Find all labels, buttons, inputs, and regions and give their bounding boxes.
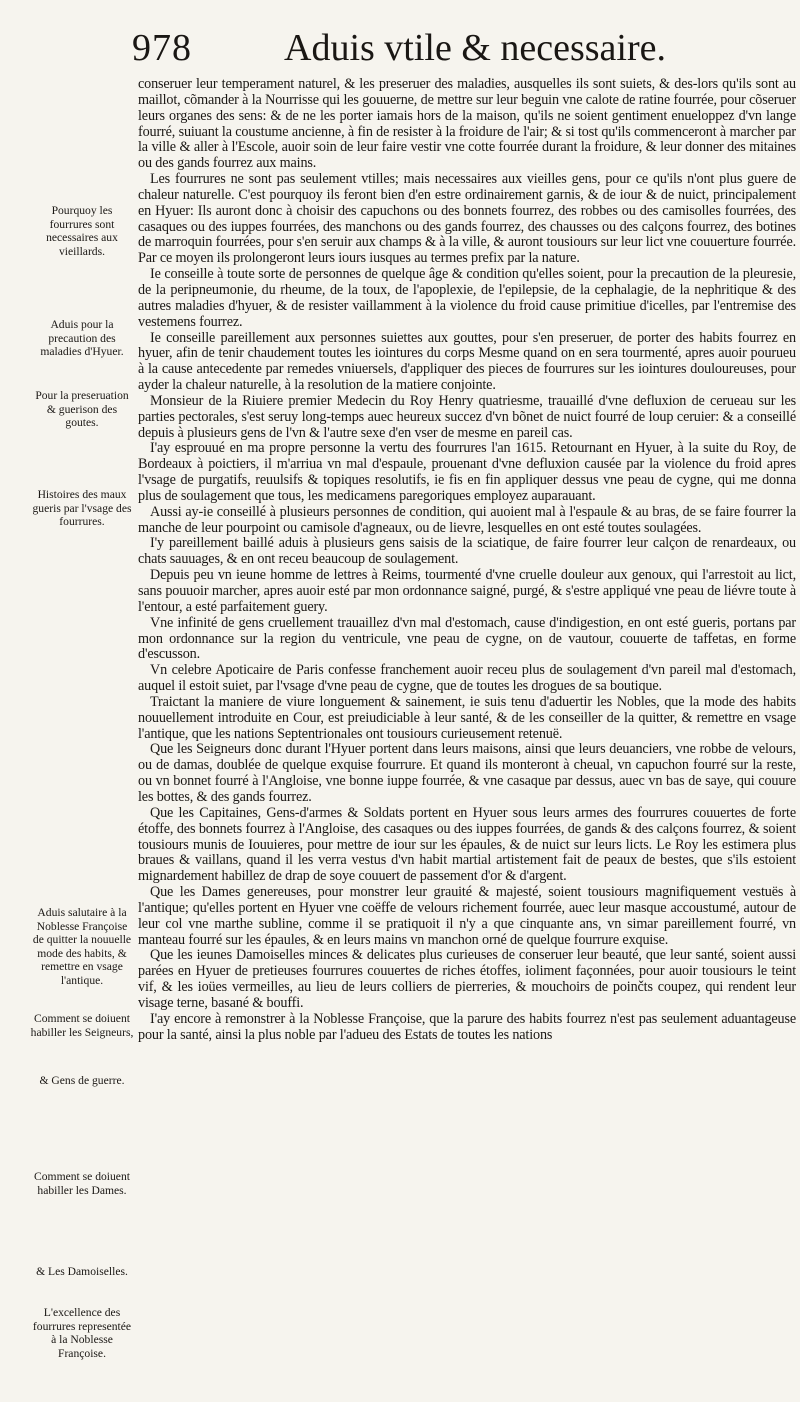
- paragraph: Ie conseille à toute sorte de personnes de quelque âge & condition qu'elles soient, pour la precaution de la pleuresie, de la peripneumonie, du rheume, de la toux, de l'apoplexie, de l'epilepsie, de la cephalagie, de la nephritique & des autres maladies d'hyuer, & de resister vaillamment à la violence du froid cause primitiue d'icelles, par l'entremise des vestemens fourrez.: [138, 266, 796, 330]
- paragraph: Que les ieunes Damoiselles minces & delicates plus curieuses de conseruer leur beauté, que leur santé, soient aussi parées en Hyuer de pretieuses fourrures couuertes de riches étoffes, ioliment façonnées, pour auoir tousiours le teint vif, & les ioües vermeilles, au lieu de leurs colliers de pierreries, & mouchoirs de poinčts coupez, qui rendent leur visage terne, basané & bouffi.: [138, 947, 796, 1011]
- margin-note: Pourquoy les fourrures sont necessaires aux vieillards.: [46, 204, 118, 258]
- paragraph: Traictant la maniere de viure longuement & sainement, ie suis tenu d'aduertir les Nobles, que la mode des habits nouuellement introduite en Cour, est preiudiciable à leur santé, & de les conseiller de la quitter, & remettre en vsage l'antique, que les nations Septentrionales ont tousiours curieusement retenuë.: [138, 693, 796, 742]
- paragraph: I'ay encore à remonstrer à la Noblesse Françoise, que la parure des habits fourrez n'est pas seulement aduantageuse pour la santé, ainsi la plus noble par l'adueu des Estats de toutes les nations: [138, 1010, 796, 1043]
- paragraph: Les fourrures ne sont pas seulement vtilles; mais necessaires aux vieilles gens, pour ce qu'ils n'ont plus guere de chaleur naturelle. C'est pourquoy ils feront bien d'en estre ordinairement garnis, & de iour & de nuict, principalement en Hyuer: Ils auront donc à choisir des capuchons ou des bonnets fourrez, des robbes ou des camisolles fourrées, des casaques ou des iuppes fourrées, des manchons ou des gands fourrez, des chausses ou des calçons fourrez, des botines de marroquin fourrées, pour s'en seruir aux champs & à la ville, & auront tousiours sur leur lict vne couuerture fourrée. Par ce moyen ils prolongeront leurs iours iusques au termes prefix par la nature.: [138, 171, 796, 267]
- paragraph: Aussi ay-ie conseillé à plusieurs personnes de condition, qui auoient mal à l'espaule & au bras, de se faire fourrer la manche de leur pourpoint ou camisole d'agneaux, ou de lievre, lesquelles en ont esté toutes soulagées.: [138, 503, 796, 536]
- margin-note: Pour la preseruation & guerison des goutes.: [35, 389, 129, 430]
- paragraph: I'ay esprouué en ma propre personne la vertu des fourrures l'an 1615. Retournant en Hyuer, à la suite du Roy, de Bordeaux à poictiers, il m'arriua vn mal d'espaule, prouenant d'vne defluxion causée par la violence du froid apres l'vsage de purgatifs, reuulsifs & topiques resolutifs, ie fis en fin appliquer dessus vne peau de cygne, qui me donna plus de soulagement que tous, les medicamens paregoriques employez auparauant.: [138, 440, 796, 504]
- paragraph: Monsieur de la Riuiere premier Medecin du Roy Henry quatriesme, trauaillé d'vne defluxion de cerueau sur les parties pectorales, s'est seruy long-temps auec heureux succez d'vn bõnet de nuict fourré de loup ceruier: & a conseillé depuis à plusieurs gens de l'vn & l'autre sexe d'en vser de mesme en pareil cas.: [138, 392, 796, 441]
- margin-note: L'excellence des fourrures representée à la Noblesse Françoise.: [32, 1306, 132, 1360]
- paragraph: Que les Seigneurs donc durant l'Hyuer portent dans leurs maisons, ainsi que leurs deuanciers, vne robbe de velours, ou de damas, doublée de quelque exquise fourrure. Et quand ils monteront à cheual, vn capuchon fourré sur la reste, ou vn bonnet fourré à l'Angloise, vne bonne iuppe fourrée, & vne casaque par dessus, auec vn bas de saye, qui couure les bottes, & des gands fourrez.: [138, 741, 796, 805]
- paragraph: Que les Dames genereuses, pour monstrer leur grauité & majesté, soient tousiours magnifiquement vestuës à l'antique; qu'elles portent en Hyuer vne coëffe de velours richement fourrée, auec leur masque accoustumé, autour de leur col vne marthe subline, comme il se pratiquoit il n'y a que cinquante ans, vn simar pareillement fourré, vn manteau fourré sur les épaules, & en leurs mains vn manchon orné de quelque fourrure exquise.: [138, 884, 796, 948]
- paragraph: Que les Capitaines, Gens-d'armes & Soldats portent en Hyuer sous leurs armes des fourrures couuertes de forte étoffe, des bonnets fourrez à l'Angloise, des casaques ou des iuppes fourrées, de gands & des calçons fourrez, & soient tousiours munis de Iouuieres, pour mettre de iour sur les épaules, & de nuict sur leurs licts. Le Roy les estimera plus braues & vaillans, quand il les verra vestus d'vn habit martial artistement fait de peaux de bestes, que s'ils estoient mignardement habillez de drap de soye couuert de passement d'or & d'argent.: [138, 804, 796, 885]
- paragraph: Ie conseille pareillement aux personnes suiettes aux gouttes, pour s'en preseruer, de porter des habits fourrez en hyuer, afin de tenir chaudement toutes les iointures du corps Mesme quand on en sera tourmenté, apres auoir pourueu à la cause antecedente par remedes vniuersels, d'appliquer des pieces de fourrures sur les iointures douloureuses, pour ayder la chaleur naturelle, à la resolution de la matiere conjointe.: [138, 329, 796, 394]
- margin-note: Comment se doiuent habiller les Seigneurs,: [30, 1012, 134, 1039]
- page-number: 978: [132, 27, 192, 69]
- margin-notes: [30, 0, 134, 1402]
- paragraph: conseruer leur temperament naturel, & les preseruer des maladies, ausquelles ils sont suiets, & des-lors qu'ils sont au maillot, cõmander à la Nourrisse qui les gouuerne, de mettre sur leur beguin vne calote de ratine fourrée, pour cõseruer leurs organes des sens: & de ne les porter iamais hors de la maison, qu'ils ne soient gentiment enueloppez d'vn lange fourré, suiuant la coustume ancienne, à fin de resister à la froidure de l'air; & si tost qu'ils commenceront à marcher par la ville & aller à l'Escole, auoir soin de leur faire vestir vne cotte fourrée durant la froidure, & leur donner des mitaines ou des gands fourrez aux mains.: [138, 77, 796, 172]
- margin-note: & Les Damoiselles.: [36, 1265, 128, 1278]
- margin-note: Aduis salutaire à la Noblesse Françoise de quitter la nouuelle mode des habits, & remettre en vsage l'antique.: [32, 906, 132, 987]
- paragraph: Depuis peu vn ieune homme de lettres à Reims, tourmenté d'vne cruelle douleur aux genoux, qui l'arrestoit au lict, sans pouuoir marcher, apres auoir esté par mon ordonnance saigné, purgé, & s'estre appliqué vne peau de liévre toute à l'entour, a esté parfaitement guery.: [138, 567, 796, 615]
- paragraph: Vn celebre Apoticaire de Paris confesse franchement auoir receu plus de soulagement d'vn pareil mal d'estomach, auquel il estoit suiet, par l'vsage d'vne peau de cygne, que de toutes les drogues de sa boutique.: [138, 662, 796, 695]
- paragraph: I'y pareillement baillé aduis à plusieurs gens saisis de la sciatique, de faire fourrer leur calçon de renardeaux, ou chats sauuages, & en ont receu beaucoup de soulagement.: [138, 535, 796, 568]
- running-title: Aduis vtile & necessaire.: [284, 27, 667, 69]
- margin-note: & Gens de guerre.: [39, 1074, 125, 1087]
- margin-note: Histoires des maux gueris par l'vsage des fourrures.: [32, 488, 132, 529]
- body-text: [138, 77, 796, 1397]
- paragraph: Vne infinité de gens cruellement trauaillez d'vn mal d'estomach, cause d'indigestion, en ont esté gueris, portans par mon ordonnance sur la region du ventricule, vne peau de cygne, on de vautour, couuerte de taffetas, en forme d'escusson.: [138, 614, 796, 663]
- margin-note: Comment se doiuent habiller les Dames.: [34, 1170, 130, 1197]
- margin-note: Aduis pour la precaution des maladies d'Hyuer.: [40, 318, 124, 359]
